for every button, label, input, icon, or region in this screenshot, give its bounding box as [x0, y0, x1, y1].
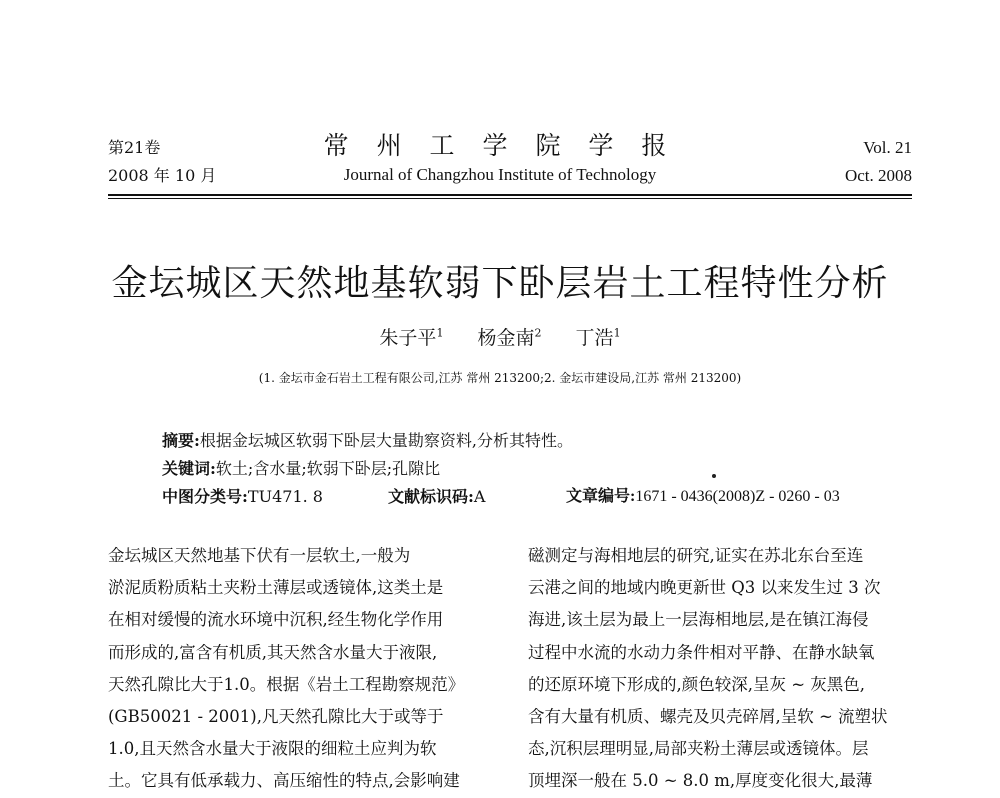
- author-3: 丁浩$^1$: [575, 327, 621, 350]
- text-line: 海进,该土层为最上一层海相地层,是在镇江海侵: [528, 610, 869, 630]
- text-line: 1.0,且天然含水量大于液限的细粒土应判为软: [108, 739, 437, 759]
- scan-speck: [712, 474, 716, 478]
- text-line: 淤泥质粉质粘土夹粉土薄层或透镜体,这类土是: [108, 578, 444, 598]
- volume-en: Vol. 21: [863, 138, 912, 157]
- clc: 中图分类号:TU471. 8: [162, 487, 323, 506]
- text-line: 含有大量有机质、螺壳及贝壳碎屑,呈软 ~ 流塑状: [528, 707, 888, 727]
- header-right: [845, 134, 912, 190]
- text-line: 的还原环境下形成的,颜色较深,呈灰 ~ 灰黑色,: [528, 674, 866, 694]
- abstract-text: 根据金坛城区软弱下卧层大量勘察资料,分析其特性。: [199, 431, 574, 450]
- date-en: Oct. 2008: [844, 166, 912, 185]
- keywords: [162, 456, 440, 482]
- text-line: (GB50021 - 2001),凡天然孔隙比大于或等于: [108, 707, 444, 727]
- abstract-label: 摘要:: [162, 431, 200, 450]
- text-line: 顶埋深一般在 5.0 ~ 8.0 m,厚度变化很大,最薄: [528, 771, 873, 791]
- classification-line: [162, 484, 922, 510]
- affiliation: (1. 金坛市金石岩土工程有限公司,江苏 常州 213200;2. 金坛市建设局,江苏 常州 213200): [258, 371, 742, 385]
- header-rule-thin: [108, 198, 912, 199]
- author-list: [0, 320, 1000, 352]
- abstract: [162, 428, 573, 454]
- date-cn: 2008 年 10 月: [108, 166, 217, 185]
- text-line: 金坛城区天然地基下伏有一层软土,一般为: [108, 546, 411, 565]
- article-title: 金坛城区天然地基软弱下卧层岩土工程特性分析: [111, 263, 889, 304]
- body-column-right: [528, 540, 910, 798]
- author-2: 杨金南$^2$: [477, 327, 542, 350]
- author-1: 朱子平$^1$: [379, 327, 444, 350]
- volume-cn: 第21卷: [108, 138, 161, 157]
- keywords-text: 软土;含水量;软弱下卧层;孔隙比: [215, 459, 441, 478]
- doc-code: 文献标识码:A: [388, 487, 486, 506]
- text-line: 磁测定与海相地层的研究,证实在苏北东台至连: [528, 546, 864, 565]
- text-line: 在相对缓慢的流水环境中沉积,经生物化学作用: [108, 610, 444, 630]
- text-line: 云港之间的地域内晚更新世 Q3 以来发生过 3 次: [528, 578, 881, 598]
- text-line: 土。它具有低承载力、高压缩性的特点,会影响建: [108, 771, 460, 791]
- text-line: 过程中水流的水动力条件相对平静、在静水缺氧: [528, 642, 875, 662]
- keywords-label: 关键词:: [162, 459, 216, 478]
- article-number: 文章编号:1671 - 0436(2008)Z - 0260 - 03: [566, 488, 840, 505]
- body-column-left: [108, 540, 490, 798]
- text-line: 天然孔隙比大于1.0。根据《岩土工程勘察规范》: [108, 674, 465, 694]
- header-rule-thick: [108, 194, 912, 196]
- text-line: 态,沉积层理明显,局部夹粉土薄层或透镜体。层: [528, 739, 869, 759]
- journal-name-en: Journal of Changzhou Institute of Technology: [343, 165, 657, 184]
- text-line: 而形成的,富含有机质,其天然含水量大于液限,: [108, 642, 438, 662]
- journal-name-cn: 常 州 工 学 院 学 报: [323, 131, 677, 160]
